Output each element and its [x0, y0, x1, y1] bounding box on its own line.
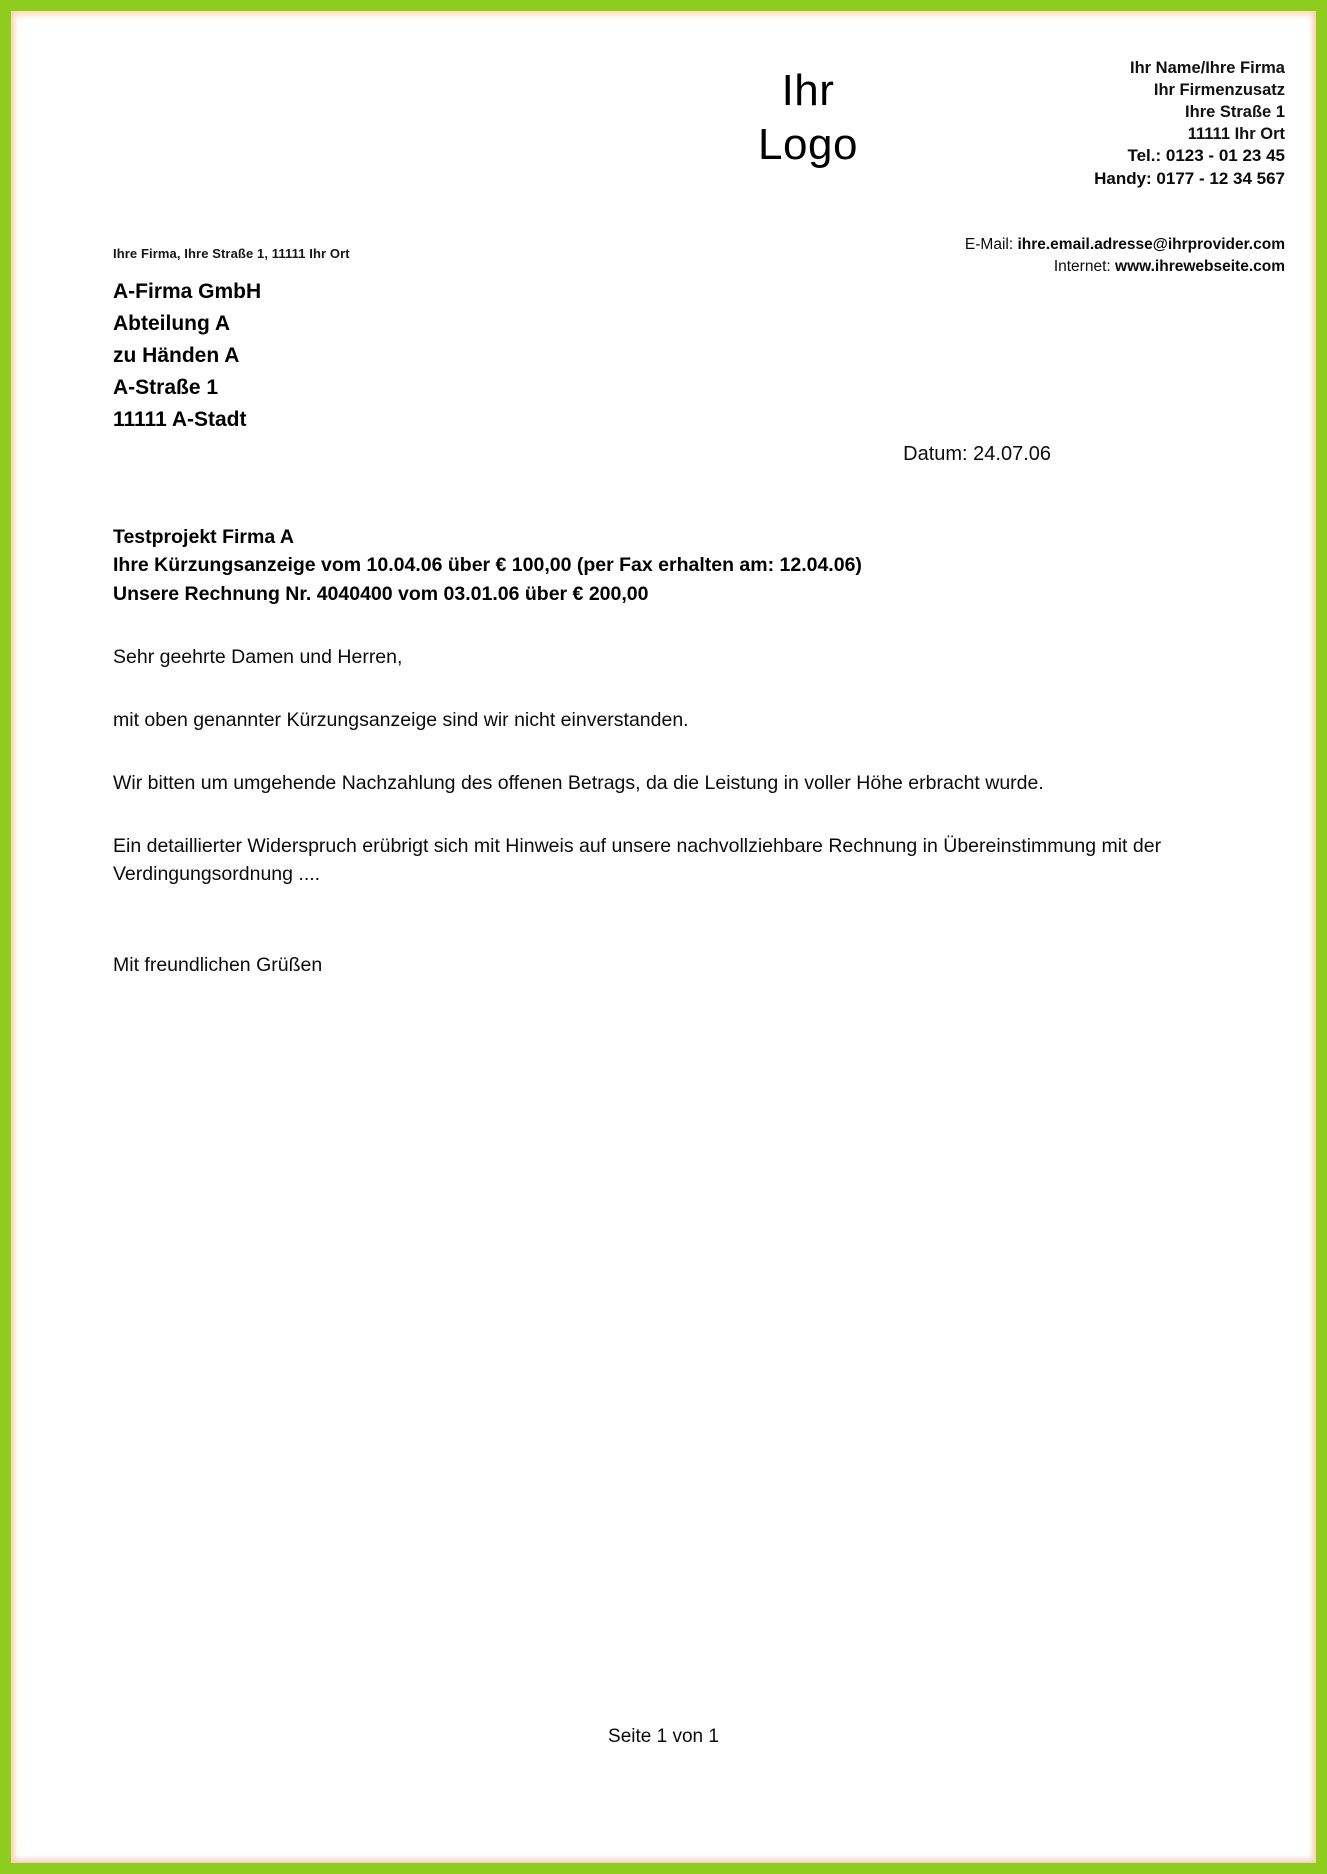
salutation: Sehr geehrte Damen und Herren,	[113, 646, 403, 668]
letter-body	[113, 643, 1223, 980]
recipient-line: A-Firma GmbH	[113, 280, 262, 303]
sender-address-block	[1130, 58, 1285, 146]
page-border-glow-bottom	[0, 1855, 1327, 1863]
sender-mobile: Handy: 0177 - 12 34 567	[1094, 169, 1285, 189]
letter-date: Datum: 24.07.06	[903, 443, 1051, 465]
logo-line-1: Ihr	[781, 66, 835, 115]
sender-internet-row	[965, 256, 1285, 278]
return-address-line: Ihre Firma, Ihre Straße 1, 11111 Ihr Ort	[113, 246, 350, 261]
page-border-bottom	[0, 1863, 1327, 1874]
page-border-top	[0, 0, 1327, 11]
sender-phone: Tel.: 0123 - 01 23 45	[1127, 146, 1285, 165]
subject-line: Unsere Rechnung Nr. 4040400 vom 03.01.06 über € 200,00	[113, 582, 649, 605]
letterhead	[18, 18, 1309, 275]
page-border-left	[0, 0, 11, 1874]
sender-name: Ihr Name/Ihre Firma	[1130, 59, 1285, 77]
recipient-address-block	[113, 276, 261, 436]
page-footer	[18, 1726, 1309, 1748]
page-border-right	[1316, 0, 1327, 1874]
sender-addition: Ihr Firmenzusatz	[1153, 80, 1285, 99]
recipient-line: Abteilung A	[113, 311, 231, 335]
subject-line: Ihre Kürzungsanzeige vom 10.04.06 über € 100,00 (per Fax erhalten am: 12.04.06)	[113, 554, 862, 577]
subject-line: Testprojekt Firma A	[113, 526, 294, 548]
recipient-line: A-Straße 1	[113, 375, 219, 399]
body-paragraph: mit oben genannter Kürzungsanzeige sind wir nicht einverstanden.	[113, 708, 689, 731]
sender-contact-block	[1094, 144, 1285, 191]
email-address[interactable]: ihre.email.adresse@ihrprovider.com	[1017, 236, 1285, 253]
page-border-glow-top	[0, 11, 1327, 19]
sender-city: 11111 Ihr Ort	[1187, 124, 1285, 143]
letter-sheet	[18, 18, 1309, 1856]
recipient-line: 11111 A-Stadt	[113, 407, 247, 431]
body-paragraph: Ein detaillierter Widerspruch erübrigt sich mit Hinweis auf unsere nachvollziehbare Rechnung in Übereinstimmung mit der Verdingungsordnung ....	[113, 834, 1162, 886]
sender-email-row	[965, 234, 1285, 256]
logo-line-2: Logo	[758, 119, 858, 169]
recipient-line: zu Händen A	[113, 343, 240, 367]
body-paragraph: Wir bitten um umgehende Nachzahlung des offenen Betrags, da die Leistung in voller Höhe erbracht wurde.	[113, 771, 1044, 794]
subject-block	[113, 523, 862, 608]
email-label: E-Mail:	[964, 236, 1014, 253]
page-border-glow-left	[11, 0, 18, 1874]
closing-salutation: Mit freundlichen Grüßen	[113, 954, 323, 977]
company-logo	[718, 64, 898, 171]
page-border-glow-right	[1309, 0, 1316, 1874]
website-url[interactable]: www.ihrewebseite.com	[1115, 258, 1285, 275]
sender-web-block	[965, 234, 1285, 278]
sender-street: Ihre Straße 1	[1185, 102, 1285, 121]
internet-label: Internet:	[1053, 258, 1111, 275]
page-indicator: Seite 1 von 1	[608, 1726, 719, 1747]
